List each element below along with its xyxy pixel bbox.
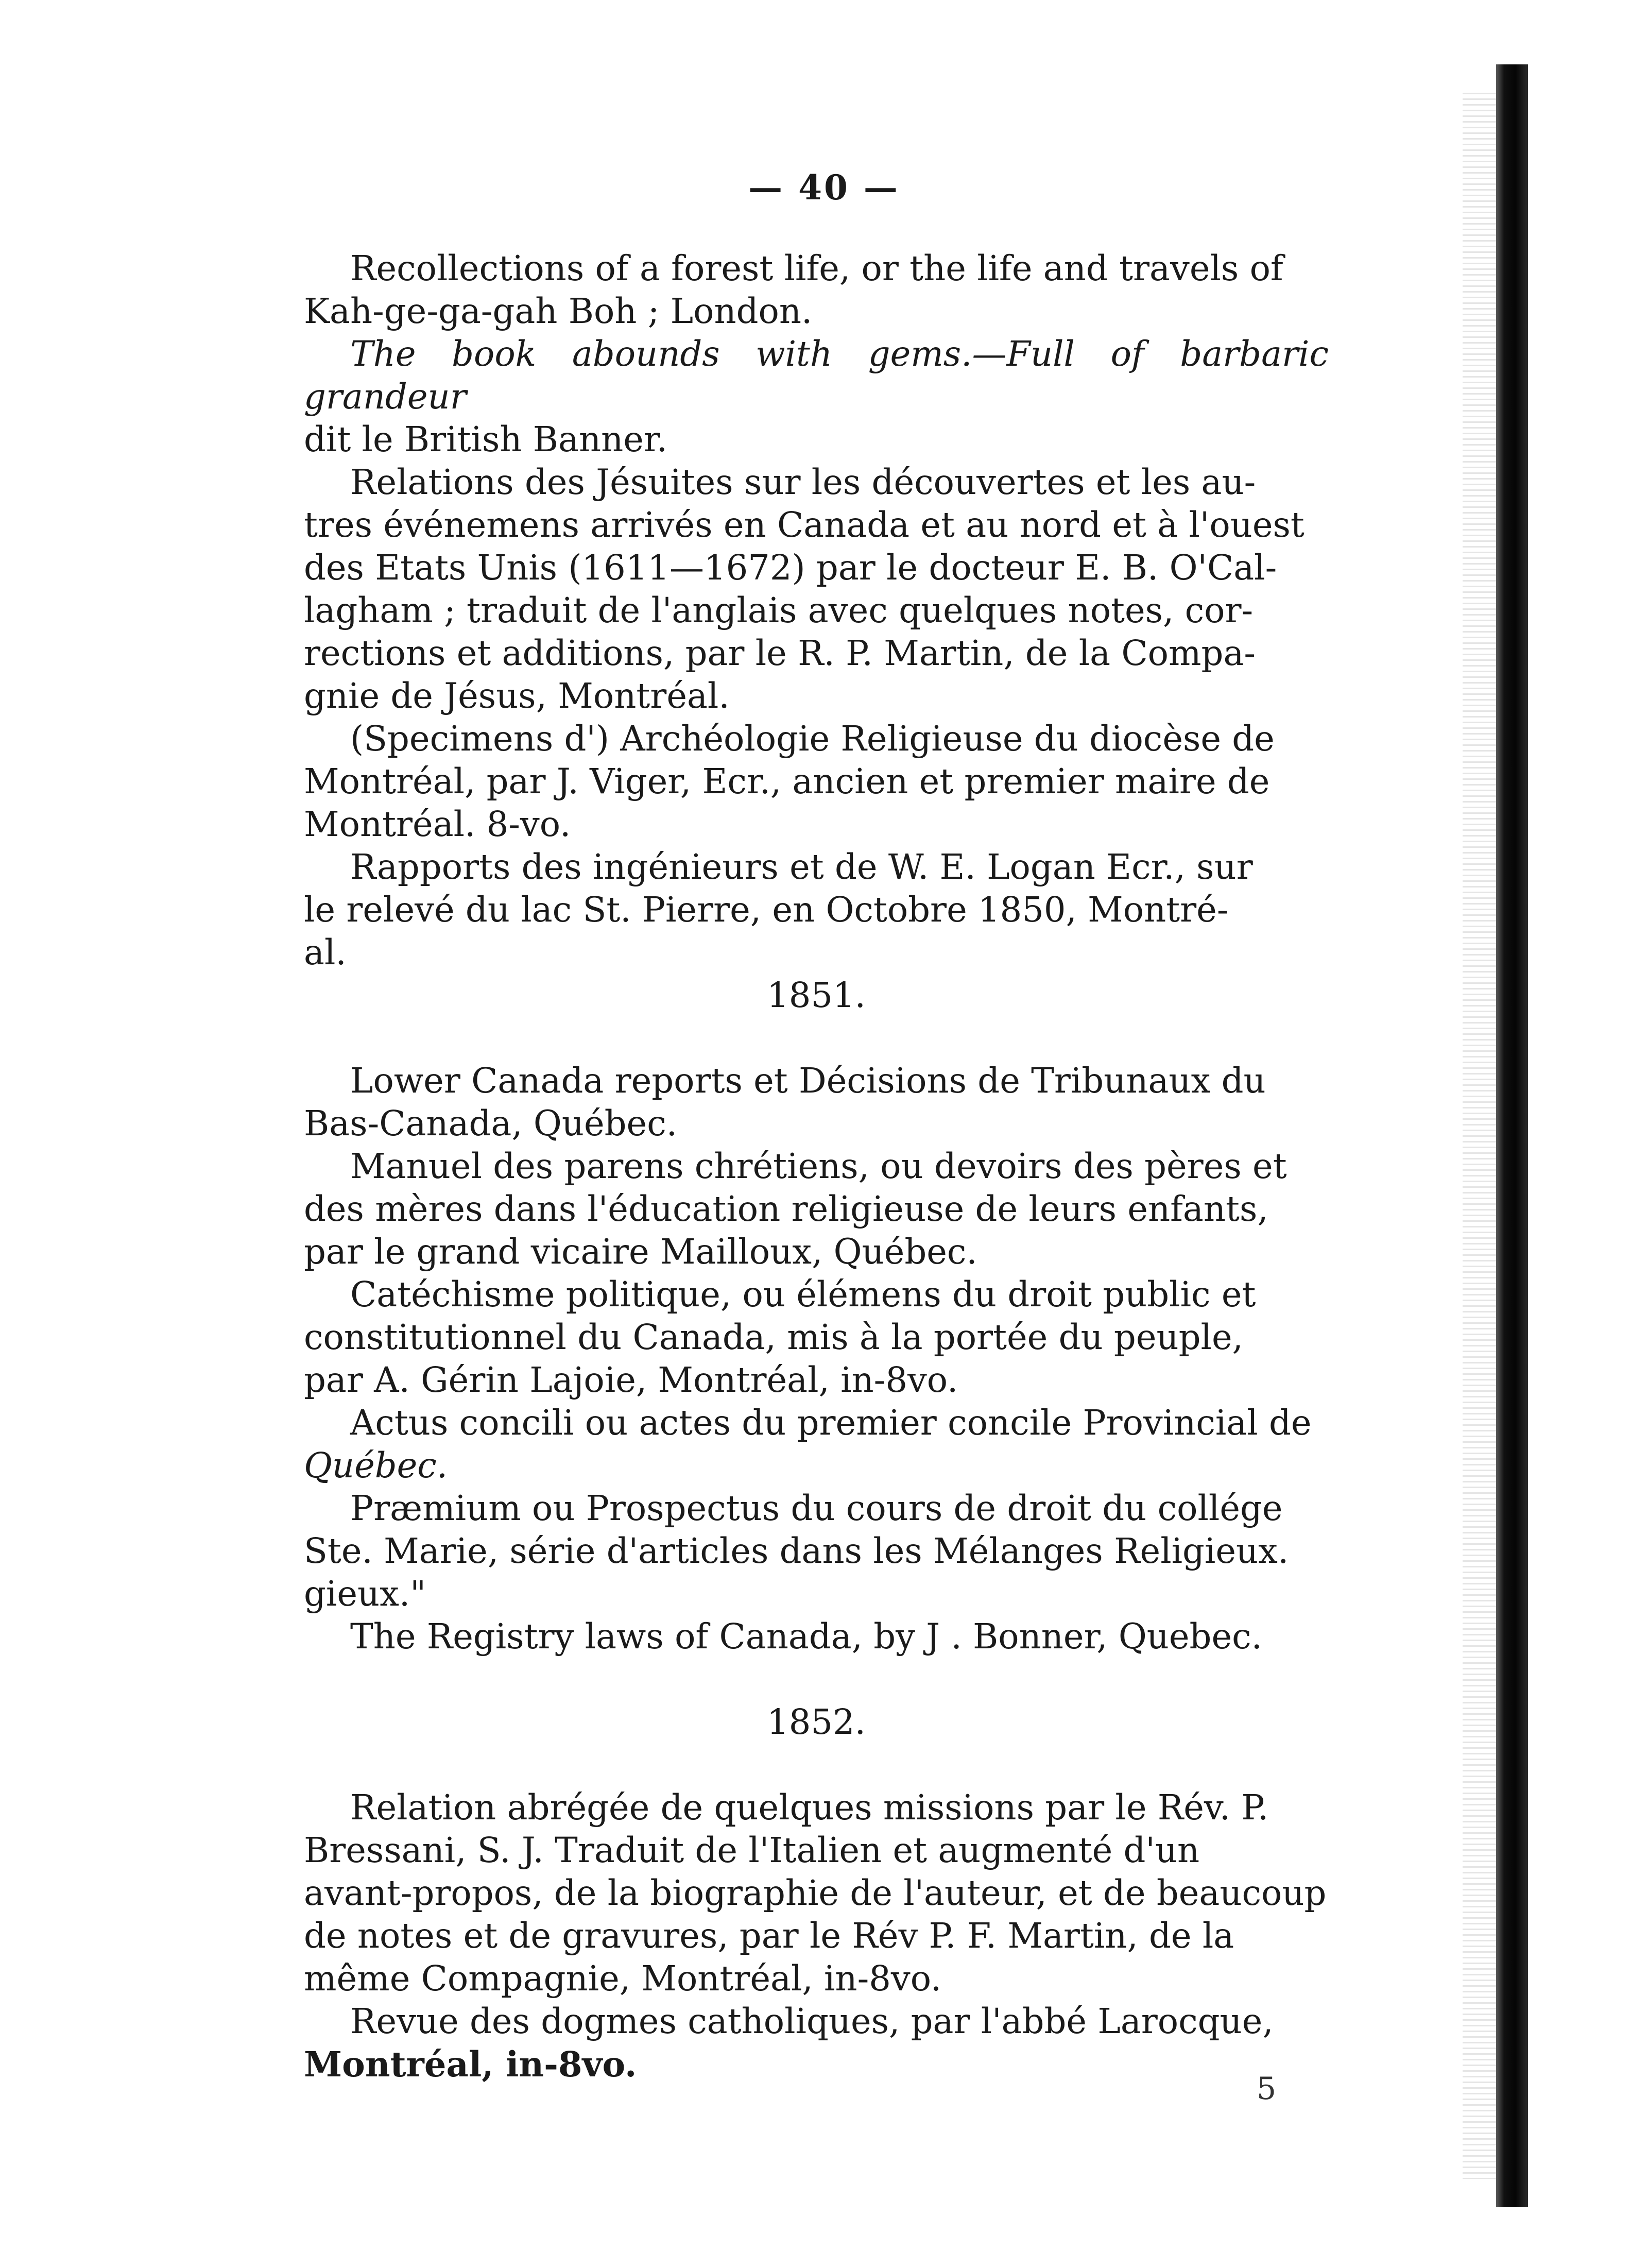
text-line: gnie de Jésus, Montréal. xyxy=(304,676,730,716)
binding-shadow xyxy=(1463,93,1497,2179)
text-line: Relations des Jésuites sur les découvertes et les au- xyxy=(350,462,1256,502)
text-line: le relevé du lac St. Pierre, en Octobre 1850, Montré- xyxy=(304,890,1229,930)
text-line: The Registry laws of Canada, by J . Bonner, Quebec. xyxy=(350,1616,1262,1657)
text-line: Catéchisme politique, ou élémens du droit public et xyxy=(350,1274,1256,1315)
year-heading-1851: 1851. xyxy=(767,975,866,1015)
page-text xyxy=(304,247,1329,2086)
entry-lower-canada-reports xyxy=(304,1060,1329,1145)
text-line: de notes et de gravures, par le Rév P. F. Martin, de la xyxy=(304,1916,1234,1956)
text-line: lagham ; traduit de l'anglais avec quelques notes, cor- xyxy=(304,590,1254,630)
text-line: par le grand vicaire Mailloux, Québec. xyxy=(304,1232,977,1272)
entry-actus-concili xyxy=(304,1402,1329,1487)
text-line: des mères dans l'éducation religieuse de leurs enfants, xyxy=(304,1189,1268,1229)
text-line: Recollections of a forest life, or the life and travels of xyxy=(350,248,1283,288)
entry-rapports-logan xyxy=(304,846,1329,974)
text-line: Manuel des parens chrétiens, ou devoirs des pères et xyxy=(350,1146,1287,1186)
text-line: Ste. Marie, série d'articles dans les Mélanges Religieux. xyxy=(304,1531,1289,1571)
entry-catechisme-politique xyxy=(304,1273,1329,1402)
entry-relations-jesuites xyxy=(304,461,1329,718)
text-line: dit le British Banner. xyxy=(304,419,667,459)
entry-registry-laws xyxy=(304,1615,1329,1658)
entry-revue-dogmes xyxy=(304,2000,1329,2086)
text-line: Québec. xyxy=(304,1445,448,1486)
text-line: Revue des dogmes catholiques, par l'abbé Larocque, xyxy=(350,2001,1274,2041)
text-line: al. xyxy=(304,932,347,973)
entry-archeologie xyxy=(304,718,1329,846)
entry-british-banner xyxy=(304,333,1329,461)
text-line: par A. Gérin Lajoie, Montréal, in-8vo. xyxy=(304,1360,958,1400)
binding-edge xyxy=(1496,64,1528,2207)
text-line: tres événemens arrivés en Canada et au nord et à l'ouest xyxy=(304,505,1304,545)
page-corner-mark: 5 xyxy=(1257,2071,1277,2107)
entry-praemium xyxy=(304,1487,1329,1615)
text-line: Lower Canada reports et Décisions de Tribunaux du xyxy=(350,1061,1266,1101)
text-line: Montréal, par J. Viger, Ecr., ancien et premier maire de xyxy=(304,761,1270,802)
text-line xyxy=(304,333,1329,418)
text-line: Kah-ge-ga-gah Boh ; London. xyxy=(304,291,813,331)
text-line: gieux." xyxy=(304,1574,426,1614)
text-line: Bressani, S. J. Traduit de l'Italien et augmenté d'un xyxy=(304,1830,1200,1870)
year-heading-1852: 1852. xyxy=(767,1702,866,1742)
text-line: Rapports des ingénieurs et de W. E. Logan Ecr., sur xyxy=(350,847,1253,887)
text-line: Bas-Canada, Québec. xyxy=(304,1103,678,1144)
entry-recollections xyxy=(304,247,1329,333)
text-line: Relation abrégée de quelques missions par le Rév. P. xyxy=(350,1787,1269,1828)
text-line: Actus concili ou actes du premier concile Provincial de xyxy=(350,1403,1312,1443)
text-line: rections et additions, par le R. P. Martin, de la Compa- xyxy=(304,633,1256,673)
text-line: Montréal. 8-vo. xyxy=(304,804,571,844)
page-number: — 40 — xyxy=(748,167,900,208)
text-line: Montréal, in-8vo. xyxy=(304,2044,637,2085)
text-line: même Compagnie, Montréal, in-8vo. xyxy=(304,1958,942,1999)
entry-manuel-parens xyxy=(304,1145,1329,1273)
text-line: constitutionnel du Canada, mis à la portée du peuple, xyxy=(304,1317,1243,1357)
text-line: Præmium ou Prospectus du cours de droit du collége xyxy=(350,1488,1283,1528)
entry-relation-abregee xyxy=(304,1786,1329,2000)
text-line: des Etats Unis (1611—1672) par le docteur E. B. O'Cal- xyxy=(304,548,1277,588)
quote-text: The book abounds with gems.—Full of barbaric grandeur xyxy=(304,334,1329,417)
text-line: avant-propos, de la biographie de l'auteur, et de beaucoup xyxy=(304,1873,1327,1913)
text-line: (Specimens d') Archéologie Religieuse du diocèse de xyxy=(350,719,1275,759)
